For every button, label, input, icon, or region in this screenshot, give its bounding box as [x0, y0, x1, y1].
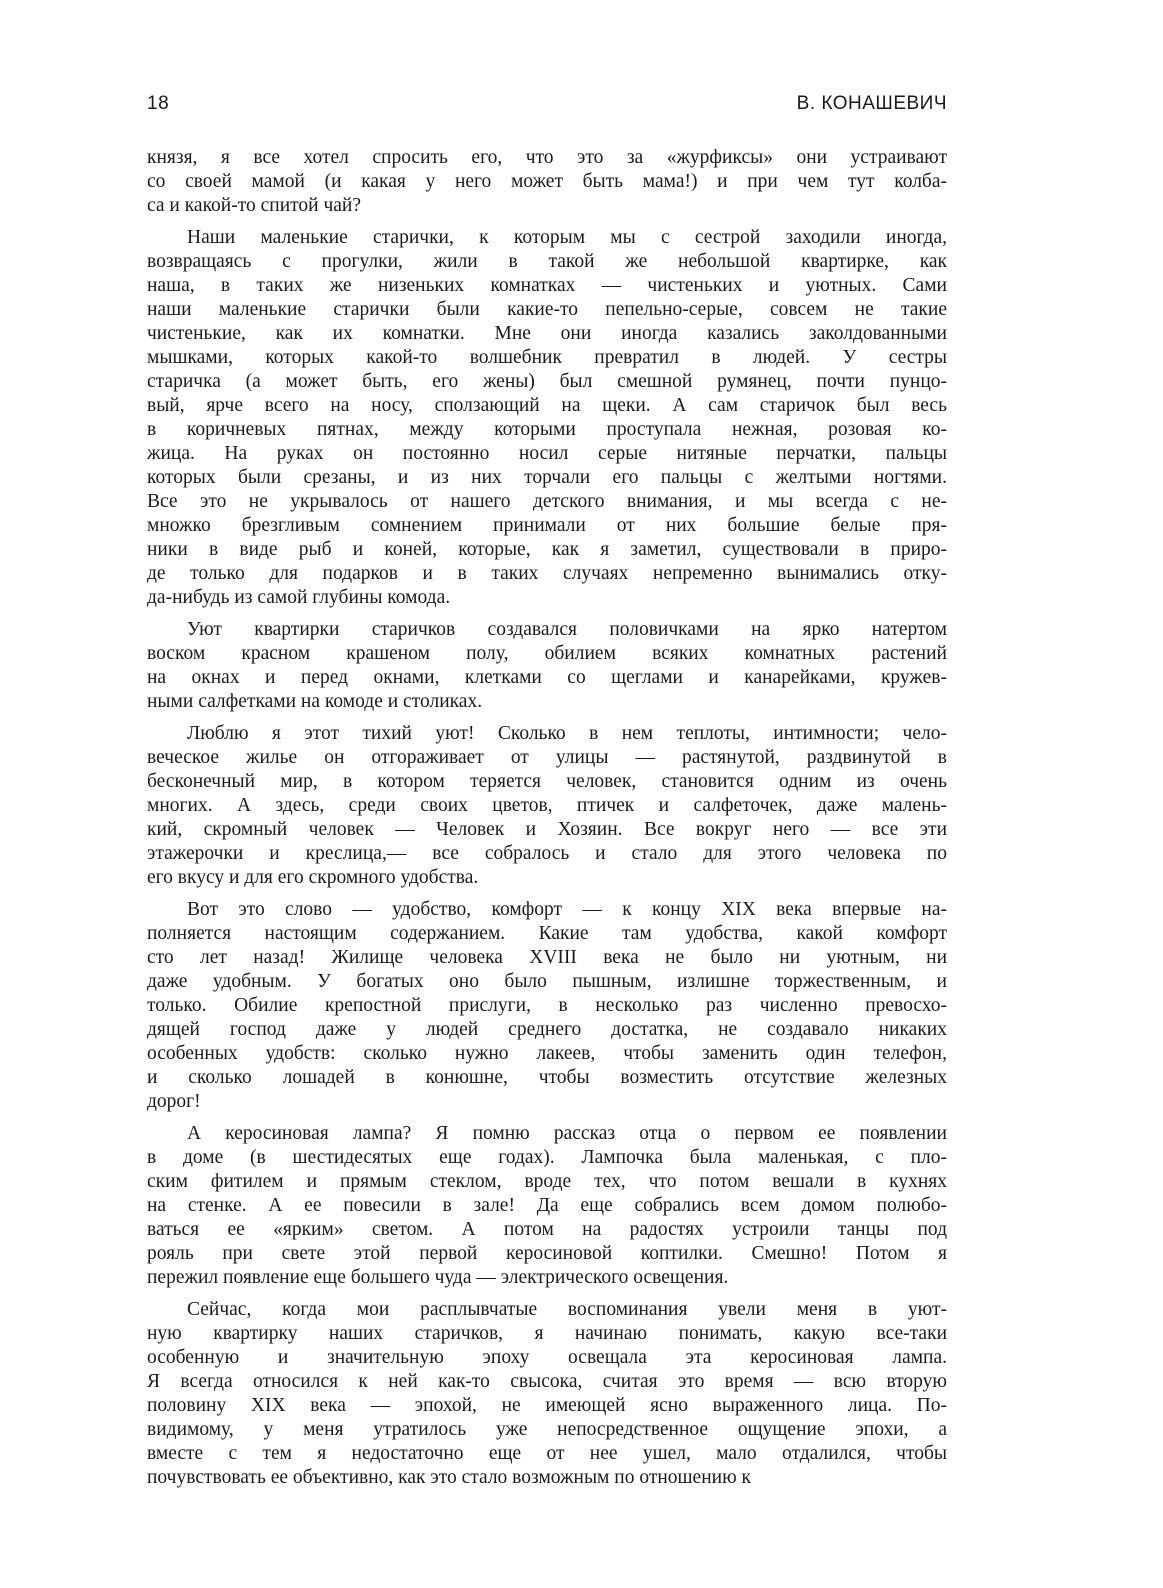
paragraph-gap	[147, 714, 947, 722]
text-line: особенную и значительную эпоху освещала эта керосиновая лампа.	[147, 1347, 947, 1368]
paragraph-gap	[147, 610, 947, 618]
text-line: со своей мамой (и какая у него может быть мама!) и при чем тут колба-	[147, 171, 947, 192]
paragraph	[147, 898, 947, 1114]
text-line: де только для подарков и в таких случаях непременно вынимались отку-	[147, 563, 947, 584]
text-line: возвращаясь с прогулки, жили в такой же небольшой квартирке, как	[147, 251, 947, 272]
text-line: наша, в таких же низеньких комнатках — чистеньких и уютных. Сами	[147, 275, 947, 296]
paragraph	[147, 226, 947, 610]
text-line: ную квартирку наших старичков, я начинаю понимать, какую все-таки	[147, 1323, 947, 1344]
text-line: дящей господ даже у людей среднего достатка, не создавало никаких	[147, 1019, 947, 1040]
text-line: сто лет назад! Жилище человека XVIII века не было ни уютным, ни	[147, 947, 947, 968]
text-line: полняется настоящим содержанием. Какие там удобства, какой комфорт	[147, 923, 947, 944]
text-line: старичка (а может быть, его жены) был смешной румянец, почти пунцо-	[147, 371, 947, 392]
text-line: в доме (в шестидесятых еще годах). Лампочка была маленькая, с пло-	[147, 1147, 947, 1168]
body-text	[147, 146, 947, 1490]
text-line: ными салфетками на комоде и столиках.	[147, 691, 483, 712]
text-line: особенных удобств: сколько нужно лакеев, чтобы заменить один телефон,	[147, 1043, 947, 1064]
text-line: Уют квартирки старичков создавался половичками на ярко натертом	[187, 619, 947, 640]
text-line: А керосиновая лампа? Я помню рассказ отца о первом ее появлении	[187, 1123, 947, 1144]
text-line: жица. На руках он постоянно носил серые нитяные перчатки, пальцы	[147, 443, 947, 464]
page-number: 18	[147, 93, 170, 114]
paragraph-gap	[147, 1290, 947, 1298]
text-line: Все это не укрывалось от нашего детского внимания, и мы всегда с не-	[147, 491, 947, 512]
text-line: Сейчас, когда мои расплывчатые воспоминания увели меня в уют-	[187, 1299, 947, 1320]
paragraph-gap	[147, 890, 947, 898]
text-line: в коричневых пятнах, между которыми проступала нежная, розовая ко-	[147, 419, 947, 440]
text-line: мышками, которых какой-то волшебник превратил в людей. У сестры	[147, 347, 947, 368]
text-line: са и какой-то спитой чай?	[147, 195, 362, 216]
text-line: воском красном крашеном полу, обилием всяких комнатных растений	[147, 643, 947, 664]
text-line: видимому, у меня утратилось уже непосредственное ощущение эпохи, а	[147, 1419, 947, 1440]
running-head	[147, 93, 947, 121]
text-line: чистенькие, как их комнатки. Мне они иногда казались заколдованными	[147, 323, 947, 344]
text-line: дорог!	[147, 1091, 201, 1112]
text-line: рояль при свете этой первой керосиновой коптилки. Смешно! Потом я	[147, 1243, 947, 1264]
text-line: Наши маленькие старички, к которым мы с сестрой заходили иногда,	[187, 227, 947, 248]
text-line: ники в виде рыб и коней, которые, как я заметил, существовали в приро-	[147, 539, 947, 560]
paragraph	[147, 1298, 947, 1490]
text-line: половину XIX века — эпохой, не имеющей ясно выраженного лица. По-	[147, 1395, 947, 1416]
text-line: его вкусу и для его скромного удобства.	[147, 867, 479, 888]
paragraph	[147, 722, 947, 890]
paragraph	[147, 1122, 947, 1290]
text-line: Вот это слово — удобство, комфорт — к концу XIX века впервые на-	[187, 899, 947, 920]
text-line: князя, я все хотел спросить его, что это за «журфиксы» они устраивают	[147, 147, 947, 168]
text-line: ским фитилем и прямым стеклом, вроде тех, что потом вешали в кухнях	[147, 1171, 947, 1192]
paragraph	[147, 618, 947, 714]
text-line: этажерочки и креслица,— все собралось и стало для этого человека по	[147, 843, 947, 864]
text-line: Люблю я этот тихий уют! Сколько в нем теплоты, интимности; чело-	[187, 723, 947, 744]
text-line: почувствовать ее объективно, как это стало возможным по отношению к	[147, 1467, 751, 1488]
text-line: веческое жилье он отгораживает от улицы — растянутой, раздвинутой в	[147, 747, 947, 768]
running-title: В. КОНАШЕВИЧ	[796, 93, 947, 114]
text-line: даже удобным. У богатых оно было пышным, излишне торжественным, и	[147, 971, 947, 992]
text-line: многих. А здесь, среди своих цветов, птичек и салфеточек, даже малень-	[147, 795, 947, 816]
text-line: множко брезгливым сомнением принимали от них большие белые пря-	[147, 515, 947, 536]
text-line: вый, ярче всего на носу, сползающий на щеки. А сам старичок был весь	[147, 395, 947, 416]
text-line: да-нибудь из самой глубины комода.	[147, 587, 451, 608]
text-line: наши маленькие старички были какие-то пепельно-серые, совсем не такие	[147, 299, 947, 320]
text-line: только. Обилие крепостной прислуги, в несколько раз численно превосхо-	[147, 995, 947, 1016]
text-line: Я всегда относился к ней как-то свысока, считая это время — всю вторую	[147, 1371, 947, 1392]
text-line: на стенке. А ее повесили в зале! Да еще собрались всем домом полюбо-	[147, 1195, 947, 1216]
text-line: и сколько лошадей в конюшне, чтобы возместить отсутствие железных	[147, 1067, 947, 1088]
text-line: на окнах и перед окнами, клетками со щеглами и канарейками, кружев-	[147, 667, 947, 688]
text-line: бесконечный мир, в котором теряется человек, становится одним из очень	[147, 771, 947, 792]
text-line: ваться ее «ярким» светом. А потом на радостях устроили танцы под	[147, 1219, 947, 1240]
paragraph-gap	[147, 1114, 947, 1122]
paragraph	[147, 146, 947, 218]
paragraph-gap	[147, 218, 947, 226]
text-line: вместе с тем я недостаточно еще от нее ушел, мало отдалился, чтобы	[147, 1443, 947, 1464]
text-line: кий, скромный человек — Человек и Хозяин. Все вокруг него — все эти	[147, 819, 947, 840]
text-line: пережил появление еще большего чуда — электрического освещения.	[147, 1267, 729, 1288]
text-line: которых были срезаны, и из них торчали его пальцы с желтыми ногтями.	[147, 467, 947, 488]
